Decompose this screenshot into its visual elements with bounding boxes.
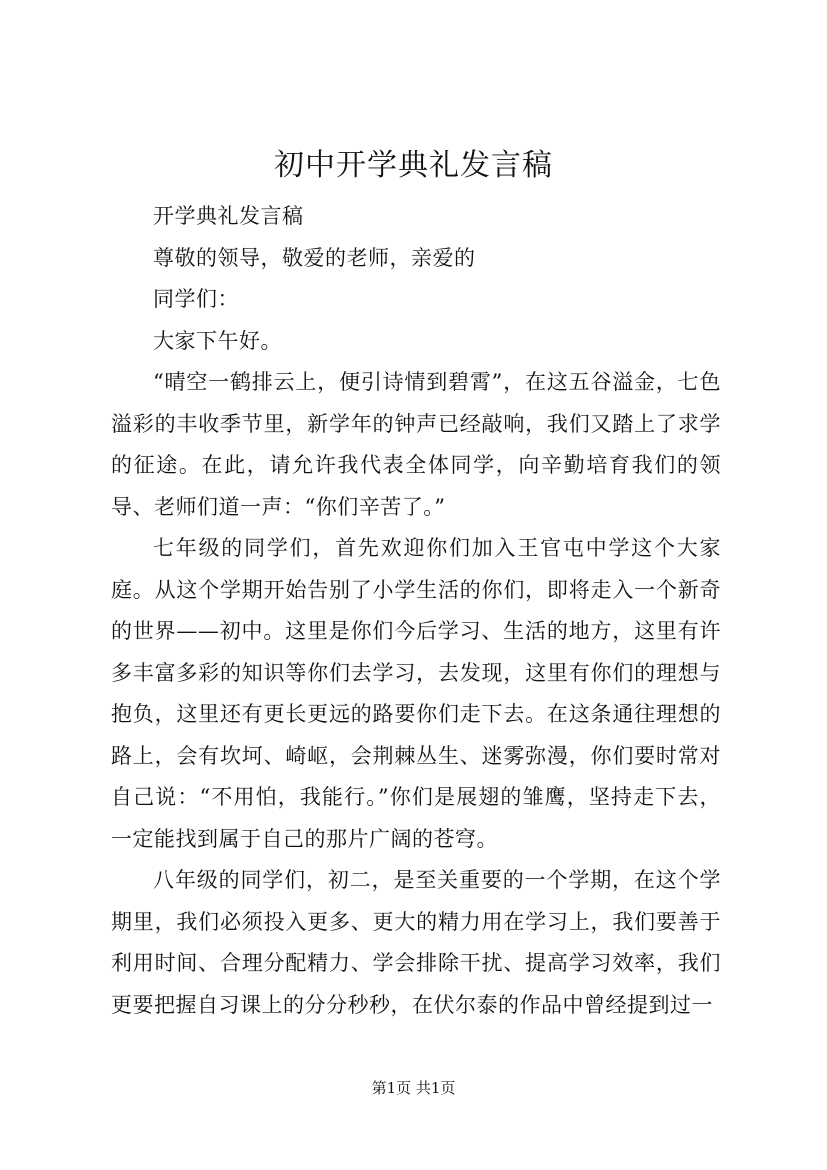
- paragraph-greeting: 大家下午好。: [153, 328, 282, 353]
- paragraph-salutation-cont: 同学们：: [153, 287, 239, 311]
- paragraph-heading: 开学典礼发言稿: [153, 204, 304, 228]
- document-body: [111, 196, 721, 1026]
- paragraph-grade-seven: 七年级的同学们，首先欢迎你们加入王官屯中学这个大家庭。从这个学期开始告别了小学生活的你们，即将走入一个新奇的世界——初中。这里是你们今后学习、生活的地方，这里有许多丰富多彩的知识等你们去学习，去发现，这里有你们的理想与抱负，这里还有更长更远的路要你们走下去。在这条通往理想的路上，会有坎坷、崎岖，会荆棘丛生、迷雾弥漫，你们要时常对自己说：“不用怕，我能行。”你们是展翅的雏鹰，坚持走下去，一定能找到属于自己的那片广阔的苍穹。: [111, 536, 721, 851]
- paragraph-salutation: 尊敬的领导，敬爱的老师，亲爱的: [153, 245, 476, 270]
- document-title: 初中开学典礼发言稿: [274, 148, 553, 183]
- paragraph-grade-eight: 八年级的同学们，初二，是至关重要的一个学期，在这个学期里，我们必须投入更多、更大的精力用在学习上，我们要善于利用时间、合理分配精力、学会排除干扰、提高学习效率，我们更要把握自习课上的分分秒秒，在伏尔泰的作品中曾经提到过一: [111, 868, 721, 1017]
- page-footer: 第1页 共1页: [371, 1079, 456, 1097]
- paragraph-opening: “晴空一鹤排云上，便引诗情到碧霄”，在这五谷溢金，七色溢彩的丰收季节里，新学年的钟声已经敲响，我们又踏上了求学的征途。在此，请允许我代表全体同学，向辛勤培育我们的领导、老师们道一声：“你们辛苦了。”: [111, 370, 721, 519]
